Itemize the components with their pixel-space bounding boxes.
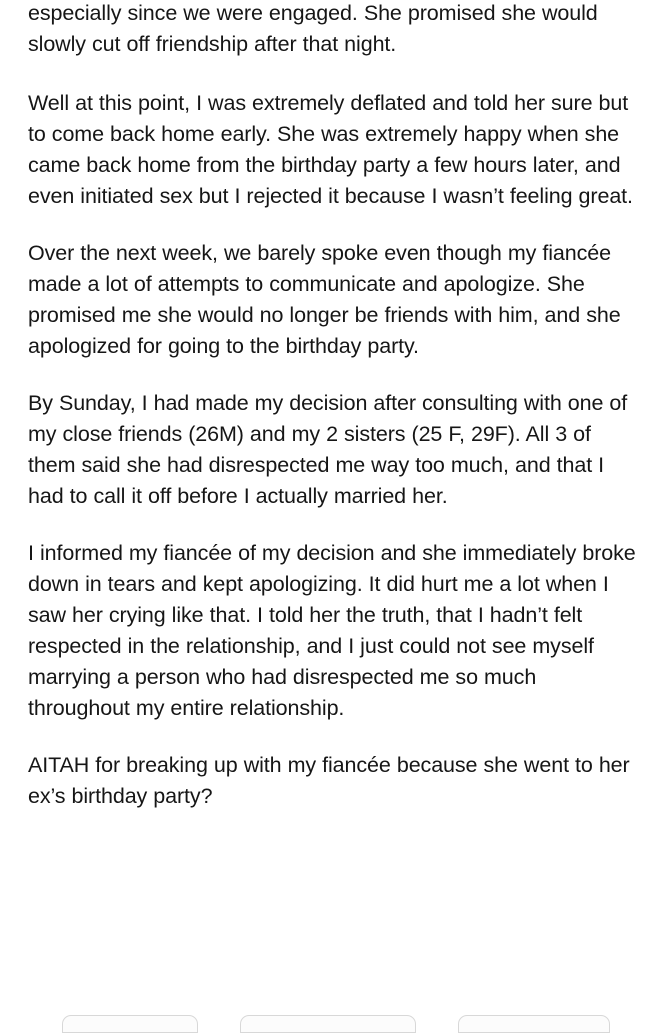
post-paragraph: AITAH for breaking up with my fiancée because she went to her ex’s birthday party? xyxy=(28,753,630,808)
post-paragraph: By Sunday, I had made my decision after consulting with one of my close friends (26M) and my 2 sisters (25 F, 29F). All 3 of them said she had disrespected me way too much, and that I had to call it off before I actually married her. xyxy=(28,391,628,508)
action-button-left[interactable] xyxy=(62,1015,198,1033)
post-paragraph: I informed my fiancée of my decision and she immediately broke down in tears and kept apologizing. It did hurt me a lot when I saw her crying like that. I told her the truth, that I hadn’t felt respected in the relationship, and I just could not see myself marrying a person who had disrespected me so much throughout my entire relationship. xyxy=(28,541,636,720)
post-paragraph: Well at this point, I was extremely deflated and told her sure but to come back home early. She was extremely happy when she came back home from the birthday party a few hours later, and even initiated sex but I rejected it because I wasn’t feeling great. xyxy=(28,91,633,208)
post-paragraph: especially since we were engaged. She promised she would slowly cut off friendship after that night. xyxy=(28,1,598,56)
action-button-center[interactable] xyxy=(240,1015,416,1033)
action-button-right[interactable] xyxy=(458,1015,610,1033)
post-paragraph: Over the next week, we barely spoke even though my fiancée made a lot of attempts to communicate and apologize. She promised me she would no longer be friends with him, and she apologized for going to the birthday party. xyxy=(28,241,621,358)
